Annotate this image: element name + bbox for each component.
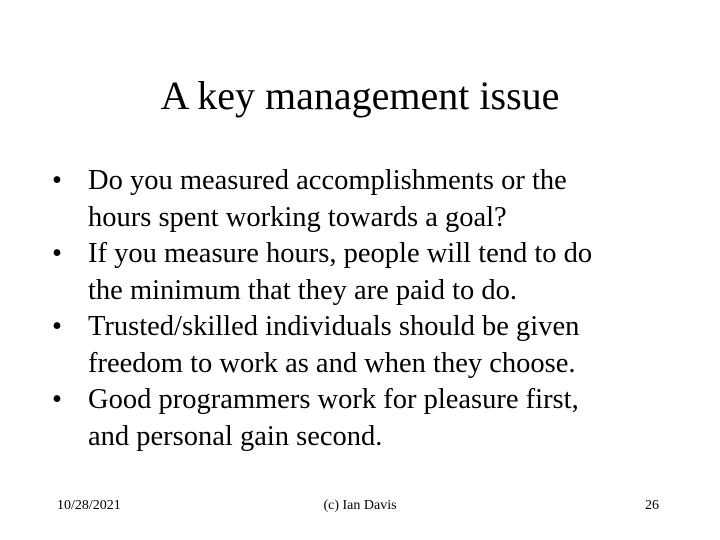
bullet-text-line: freedom to work as and when they choose. (88, 347, 576, 379)
bullet-icon: • (52, 165, 62, 196)
bullet-icon: • (52, 384, 62, 415)
bullet-text-line: hours spent working towards a goal? (88, 201, 507, 233)
bullet-icon: • (52, 238, 62, 269)
bullet-icon: • (52, 311, 62, 342)
bullet-text-line: the minimum that they are paid to do. (88, 274, 517, 306)
bullet-text-line: If you measure hours, people will tend to do (88, 238, 593, 269)
bullet-text-line: Trusted/skilled individuals should be given (88, 311, 580, 342)
bullet-item (52, 382, 692, 455)
bullet-item (52, 309, 692, 382)
footer-date: 10/28/2021 (57, 498, 121, 513)
bullet-list (52, 163, 692, 455)
footer-author: (c) Ian Davis (323, 498, 397, 513)
bullet-text-line: Do you measured accomplishments or the (88, 165, 567, 196)
bullet-item (52, 236, 692, 309)
footer-page-number: 26 (645, 498, 659, 513)
bullet-text-line: Good programmers work for pleasure first, (88, 384, 579, 415)
bullet-item (52, 163, 692, 236)
slide-title: A key management issue (160, 73, 560, 118)
bullet-text-line: and personal gain second. (88, 420, 383, 452)
